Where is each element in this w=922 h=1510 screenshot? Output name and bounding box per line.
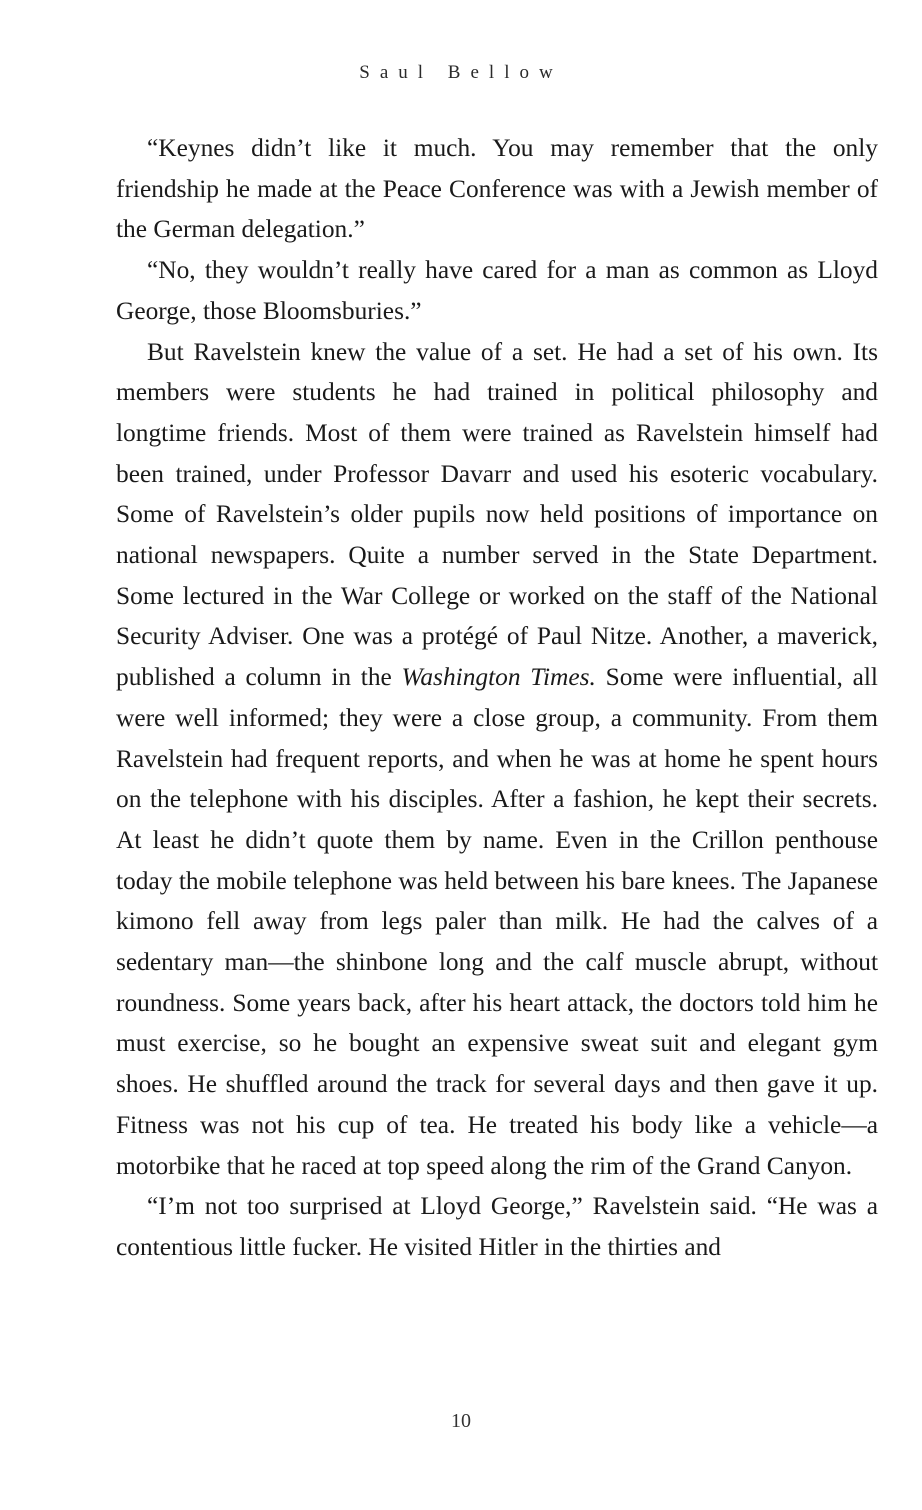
body-text <box>116 128 878 1268</box>
paragraph-3-text-b: Some were influential, all were well informed; they were a close group, a community. From them Ravelstein had frequent reports, and when he was at home he spent hours on the telephone with his disciples. After a fashion, he kept their secrets. At least he didn’t quote them by name. Even in the Crillon penthouse today the mobile telephone was held between his bare knees. The Japanese kimono fell away from legs paler than milk. He had the calves of a sedentary man—the shinbone long and the calf muscle abrupt, without roundness. Some years back, after his heart attack, the doctors told him he must exercise, so he bought an expensive sweat suit and elegant gym shoes. He shuffled around the track for several days and then gave it up. Fitness was not his cup of tea. He treated his body like a vehicle—a motorbike that he raced at top speed along the rim of the Grand Canyon. <box>116 663 878 1180</box>
paragraph-1: “Keynes didn’t like it much. You may remember that the only friendship he made at the Peace Conference was with a Jewish member of the German delegation.” <box>116 134 878 244</box>
page-number: 10 <box>451 1410 471 1432</box>
newspaper-title: Washington Times. <box>401 663 596 692</box>
paragraph-3-text-a: But Ravelstein knew the value of a set. He had a set of his own. Its members were students he had trained in political philosophy and longtime friends. Most of them were trained as Ravelstein himself had been trained, under Professor Davarr and used his esoteric vocabulary. Some of Ravelstein’s older pupils now held positions of importance on national newspapers. Quite a number served in the State Department. Some lectured in the War College or worked on the staff of the National Security Adviser. One was a protégé of Paul Nitze. Another, a maverick, published a column in the <box>116 337 878 692</box>
paragraph-4: “I’m not too surprised at Lloyd George,” Ravelstein said. “He was a contentious little fucker. He visited Hitler in the thirties and <box>116 1192 878 1261</box>
paragraph-2: “No, they wouldn’t really have cared for a man as common as Lloyd George, those Bloomsburies.” <box>116 256 878 325</box>
running-head: Saul Bellow <box>359 62 563 83</box>
paragraph-3 <box>116 332 878 1187</box>
